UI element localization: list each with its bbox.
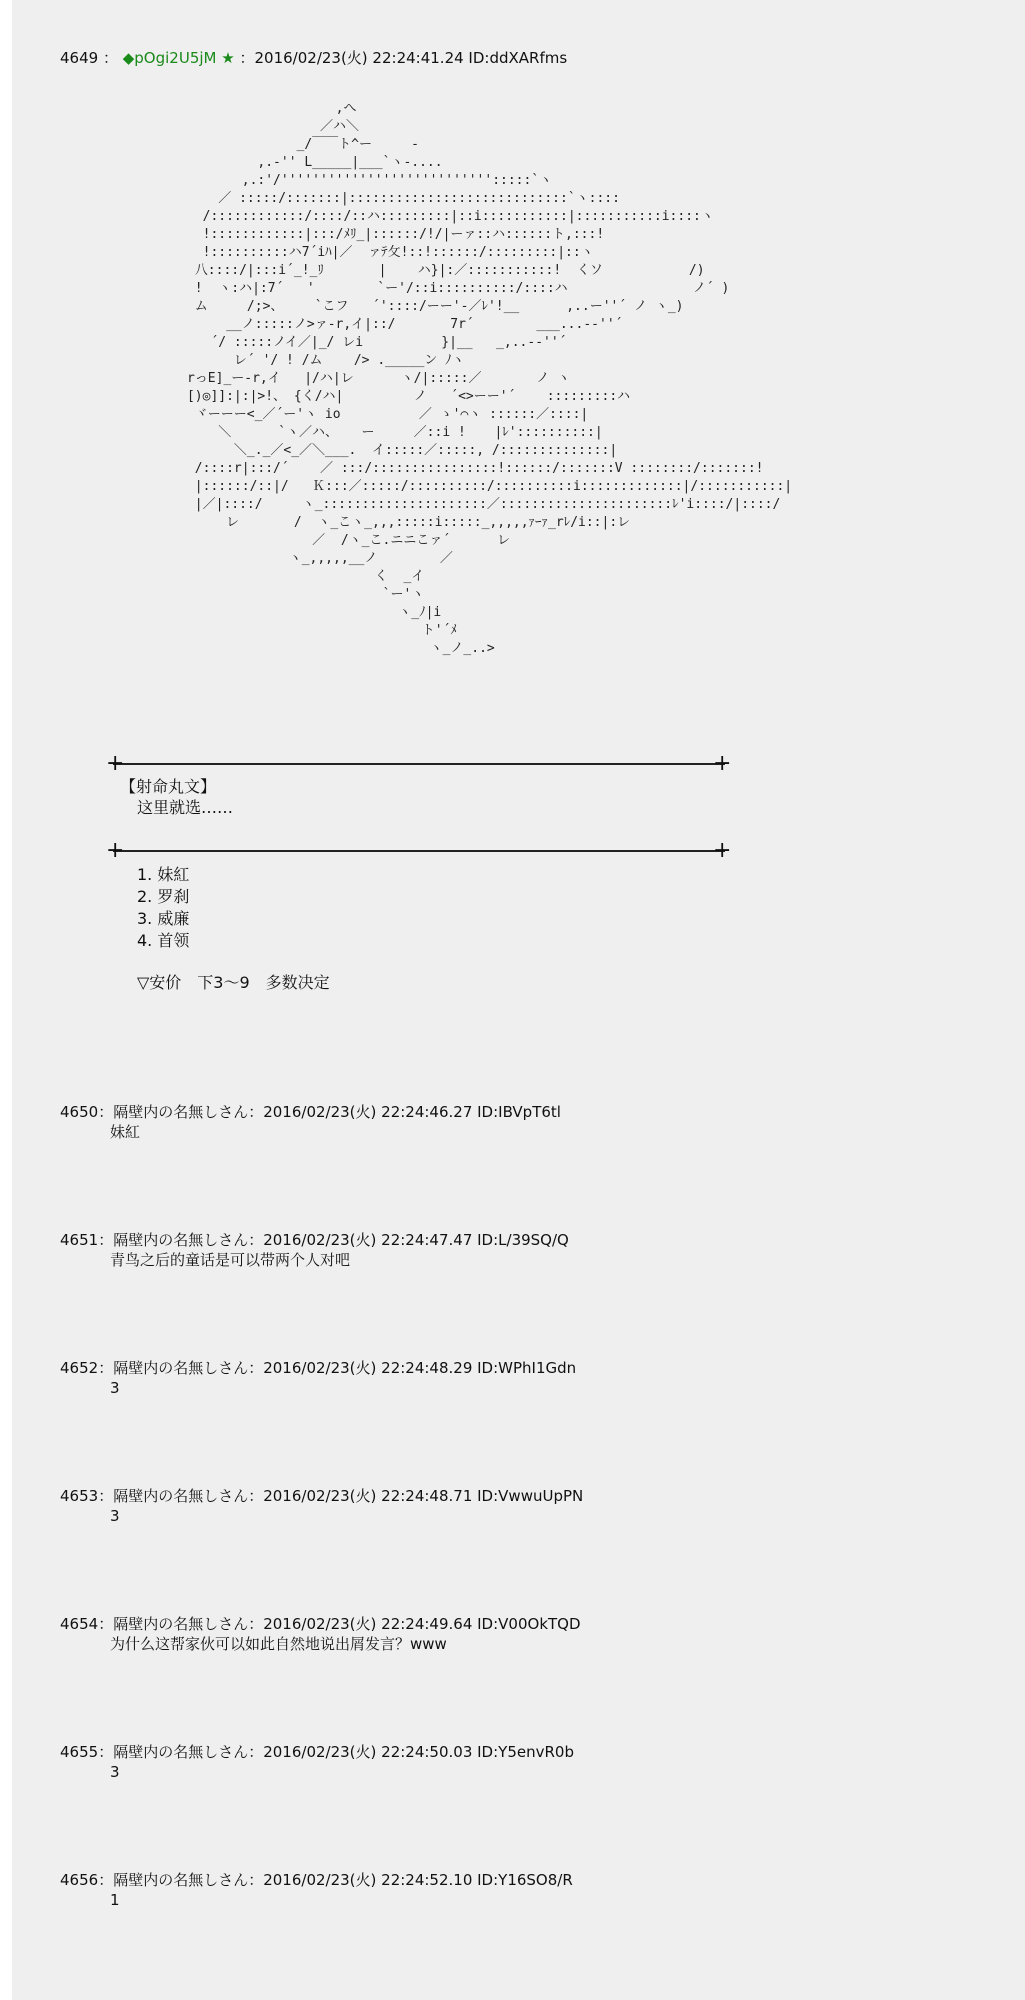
post-4651 bbox=[60, 1230, 569, 1270]
post-4653 bbox=[60, 1486, 583, 1526]
post-header bbox=[60, 1102, 561, 1122]
post-header bbox=[60, 48, 567, 68]
separator-rule bbox=[113, 850, 725, 852]
separator: ： bbox=[98, 1871, 114, 1889]
separator: ： bbox=[98, 1615, 114, 1633]
post-header bbox=[60, 1486, 583, 1506]
separator-rule bbox=[113, 763, 725, 765]
separator: ： bbox=[98, 49, 118, 67]
poster-name: 隔壁内の名無しさん bbox=[113, 1743, 249, 1761]
option-2: 2. 罗刹 bbox=[137, 887, 190, 906]
post-4649 bbox=[60, 48, 567, 68]
separator: ： bbox=[98, 1743, 114, 1761]
post-4652 bbox=[60, 1358, 576, 1398]
poster-name: 隔壁内の名無しさん bbox=[113, 1871, 249, 1889]
poster-name: 隔壁内の名無しさん bbox=[113, 1231, 249, 1249]
ascii-art: ,へ ／ハ＼ _/￣￣ト^ー - ,.-'' L_____|___`ヽ-.... ,.:'/''''''''''''''''''''''''''':::::`ヽ ／ :::::/:::::::|::::::::::::::::::::::::::::`ヽ:::: /::::::::::::/::::/::ハ:::::::::|::i:::::::::::|:::::::::::i::::ヽ !::::::::::::|:::/ﾒﾘ_|::::::/!/|ーァ::ハ::::::ト,:::! !::::::::::ハ7´iﾊ|／ ァﾃ攵!::!::::::/:::::::::|::ヽ 八::::/|:::i´_!_ﾘ | ハ}|:／:::::::::::! くソ ! ヽ:ハ|:7´ ' `ー'/::i::::::::::/::::ハ ム /;>、 `こフ ´'::::/ーー'-／ﾚ'!__ ,..ー''´ __ノ:::::ノ>ァ-r,イ|::/ 7r´ ___...--''´ ´/ :::::ノイ／|_/ レi }|__ _,..--''´ レ´ '/ ! /ム /> ._____ン ﾉヽ rっE]_ー-r,イ |/ハ|レ ヽ/|:::::／ ノ ヽ [)◎]]:|:|>!、 {く/ハ| ノ ´<>ーー'´ :::::::::ハ ヾーーー<_／´ー'ヽ io ／ ゝ'⌒ヽ ::::::／::::| ＼ `ヽ／ハ、 ー ／::i ! |ﾚ'::::::::::| ＼_._／<_／＼___. イ:::::／:::::, /::::::::::::::| /::::r|:::/´ ／ :::/::::::::::::::::!::::::/:::::::V |::::::/::|/ Ｋ:::／:::::/::::::::::/::::::::::i:::::::::::::|/:::::::::::| |／|::::/ ヽ_:::::::::::::::::::::／::::::::::::::::::::::ﾚ'i::::/|::::/ レ / ヽ_こヽ_,,,:::::i:::::_,,,,,ｧｰｧ_rﾚ/i::|:レ ／ /ヽ_こ.ニニこァ´ レ ヽ_,,,,,__ノ ／ く _イ `ー'ヽ ヽ_ﾉ|i ト'´ﾒ ヽ_ノ_..> bbox=[186, 101, 793, 656]
post-body: 3 bbox=[110, 1507, 120, 1525]
post-4656 bbox=[60, 1870, 573, 1910]
poster-name: 隔壁内の名無しさん bbox=[113, 1103, 249, 1121]
post-number[interactable]: 4652 bbox=[60, 1359, 99, 1377]
post-number[interactable]: 4655 bbox=[60, 1743, 99, 1761]
post-body: 为什么这帮家伙可以如此自然地说出屑发言？www bbox=[110, 1635, 447, 1653]
post-number[interactable]: 4653 bbox=[60, 1487, 99, 1505]
post-header bbox=[60, 1870, 573, 1890]
post-datetime-id: ：2016/02/23(火) 22:24:48.29 ID:WPhI1Gdn bbox=[248, 1359, 577, 1377]
post-number[interactable]: 4654 bbox=[60, 1615, 99, 1633]
rule-cross-right: + bbox=[713, 838, 732, 863]
post-body: 妹紅 bbox=[110, 1123, 141, 1141]
post-number[interactable]: 4656 bbox=[60, 1871, 99, 1889]
post-header bbox=[60, 1230, 569, 1250]
post-datetime-id: ：2016/02/23(火) 22:24:52.10 ID:Y16SO8/R bbox=[248, 1871, 573, 1889]
post-datetime-id: ：2016/02/23(火) 22:24:49.64 ID:V00OkTQD bbox=[248, 1615, 581, 1633]
separator: ： bbox=[98, 1487, 114, 1505]
post-number[interactable]: 4649 bbox=[60, 49, 99, 67]
post-body: 3 bbox=[110, 1763, 120, 1781]
option-4: 4. 首领 bbox=[137, 931, 190, 950]
post-body: 1 bbox=[110, 1891, 120, 1909]
post-4650 bbox=[60, 1102, 561, 1142]
poster-trip: ◆pOgi2U5jM bbox=[122, 49, 217, 67]
post-4655 bbox=[60, 1742, 574, 1782]
post-number[interactable]: 4651 bbox=[60, 1231, 99, 1249]
speaker-label: 【射命丸文】 bbox=[120, 777, 217, 796]
separator: ： bbox=[98, 1103, 114, 1121]
option-3: 3. 威廉 bbox=[137, 909, 190, 928]
speaker-line: 这里就选…… bbox=[137, 798, 234, 817]
post-datetime-id: ：2016/02/23(火) 22:24:48.71 ID:VwwuUpPN bbox=[248, 1487, 584, 1505]
post-number[interactable]: 4650 bbox=[60, 1103, 99, 1121]
post-body: 3 bbox=[110, 1379, 120, 1397]
rule-cross-left: + bbox=[106, 751, 125, 776]
post-datetime-id: ：2016/02/23(火) 22:24:46.27 ID:IBVpT6tl bbox=[248, 1103, 561, 1121]
rule-cross-left: + bbox=[106, 838, 125, 863]
post-header bbox=[60, 1358, 576, 1378]
post-body: 青鸟之后的童话是可以带两个人对吧 bbox=[110, 1251, 351, 1269]
post-header bbox=[60, 1742, 574, 1762]
post-4654 bbox=[60, 1614, 581, 1654]
separator: ： bbox=[98, 1359, 114, 1377]
post-datetime-id: ：2016/02/23(火) 22:24:41.24 ID:ddXARfms bbox=[239, 49, 568, 67]
poster-name: 隔壁内の名無しさん bbox=[113, 1487, 249, 1505]
poster-name: 隔壁内の名無しさん bbox=[113, 1615, 249, 1633]
poster-name: 隔壁内の名無しさん bbox=[113, 1359, 249, 1377]
separator: ： bbox=[98, 1231, 114, 1249]
star-icon: ★ bbox=[221, 49, 235, 67]
rule-cross-right: + bbox=[713, 751, 732, 776]
vote-instruction: ▽安价 下3～9 多数决定 bbox=[137, 973, 330, 992]
option-1: 1. 妹紅 bbox=[137, 865, 190, 884]
post-datetime-id: ：2016/02/23(火) 22:24:47.47 ID:L/39SQ/Q bbox=[248, 1231, 569, 1249]
post-header bbox=[60, 1614, 581, 1634]
post-datetime-id: ：2016/02/23(火) 22:24:50.03 ID:Y5envR0b bbox=[248, 1743, 574, 1761]
